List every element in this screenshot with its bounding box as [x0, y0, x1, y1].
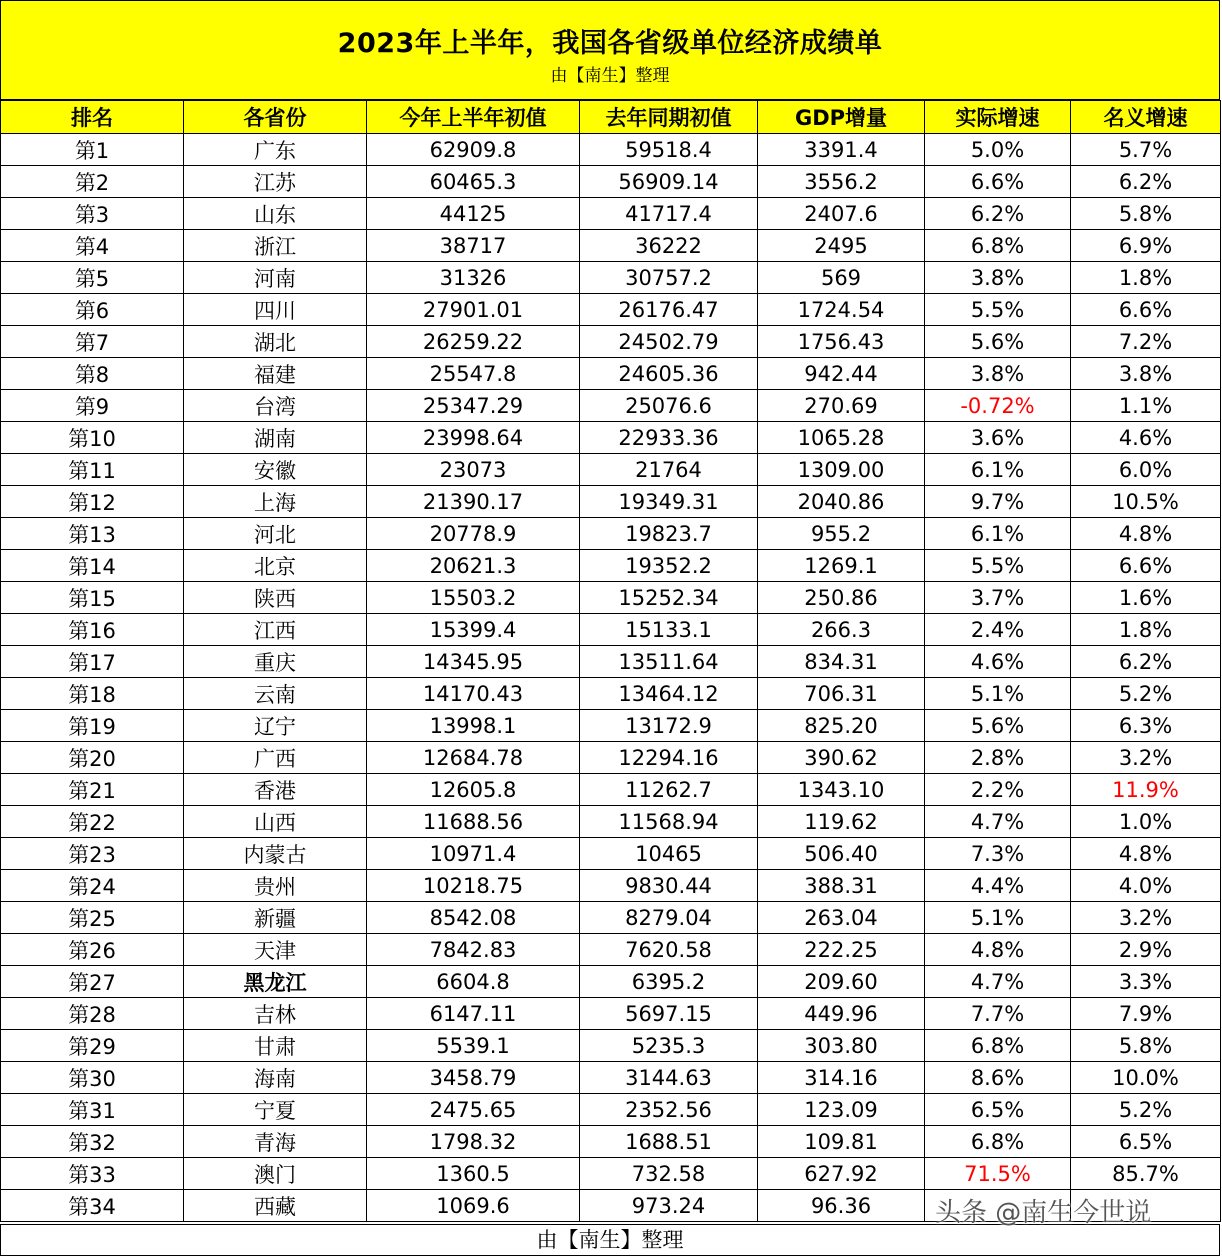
nominal-growth-cell: 11.9%	[1071, 774, 1221, 806]
table-row	[1, 742, 1221, 774]
last-year-gdp-cell: 22933.36	[580, 422, 758, 454]
province-cell: 湖南	[184, 422, 367, 454]
nominal-growth-cell: 1.1%	[1071, 390, 1221, 422]
province-cell: 陕西	[184, 582, 367, 614]
table-row	[1, 934, 1221, 966]
nominal-growth-cell: 4.8%	[1071, 838, 1221, 870]
real-growth-cell: 6.8%	[925, 230, 1071, 262]
real-growth-cell: 4.7%	[925, 806, 1071, 838]
table-row	[1, 486, 1221, 518]
gdp-increase-cell: 449.96	[758, 998, 925, 1030]
last-year-gdp-cell: 2352.56	[580, 1094, 758, 1126]
last-year-gdp-cell: 5697.15	[580, 998, 758, 1030]
nominal-growth-cell: 5.8%	[1071, 1030, 1221, 1062]
rank-cell: 第8	[1, 358, 184, 390]
real-growth-cell: 6.8%	[925, 1030, 1071, 1062]
real-growth-cell: 5.0%	[925, 134, 1071, 166]
province-cell: 新疆	[184, 902, 367, 934]
current-gdp-cell: 12684.78	[367, 742, 580, 774]
last-year-gdp-cell: 24502.79	[580, 326, 758, 358]
nominal-growth-cell: 1.8%	[1071, 262, 1221, 294]
province-cell: 河北	[184, 518, 367, 550]
province-cell: 广西	[184, 742, 367, 774]
current-gdp-cell: 10218.75	[367, 870, 580, 902]
gdp-increase-cell: 96.36	[758, 1190, 925, 1222]
nominal-growth-cell: 3.8%	[1071, 358, 1221, 390]
rank-cell: 第27	[1, 966, 184, 998]
nominal-growth-cell: 5.7%	[1071, 134, 1221, 166]
province-cell: 香港	[184, 774, 367, 806]
page-title: 2023年上半年，我国各省级单位经济成绩单	[337, 28, 883, 59]
nominal-growth-cell: 5.2%	[1071, 1094, 1221, 1126]
real-growth-cell: 3.6%	[925, 422, 1071, 454]
table-row	[1, 966, 1221, 998]
last-year-gdp-cell: 56909.14	[580, 166, 758, 198]
rank-cell: 第28	[1, 998, 184, 1030]
gdp-increase-cell: 390.62	[758, 742, 925, 774]
province-cell: 江苏	[184, 166, 367, 198]
rank-cell: 第2	[1, 166, 184, 198]
gdp-increase-cell: 3556.2	[758, 166, 925, 198]
current-gdp-cell: 2475.65	[367, 1094, 580, 1126]
table-row	[1, 518, 1221, 550]
header-row	[1, 101, 1221, 134]
current-gdp-cell: 21390.17	[367, 486, 580, 518]
gdp-increase-cell: 1756.43	[758, 326, 925, 358]
nominal-growth-cell: 4.8%	[1071, 518, 1221, 550]
column-header-province: 各省份	[184, 101, 367, 134]
gdp-increase-cell: 303.80	[758, 1030, 925, 1062]
table-row	[1, 550, 1221, 582]
last-year-gdp-cell: 13464.12	[580, 678, 758, 710]
rank-cell: 第32	[1, 1126, 184, 1158]
real-growth-cell: 4.6%	[925, 646, 1071, 678]
gdp-increase-cell: 263.04	[758, 902, 925, 934]
table-row	[1, 646, 1221, 678]
rank-cell: 第10	[1, 422, 184, 454]
last-year-gdp-cell: 19352.2	[580, 550, 758, 582]
rank-cell: 第4	[1, 230, 184, 262]
gdp-increase-cell: 569	[758, 262, 925, 294]
gdp-increase-cell: 270.69	[758, 390, 925, 422]
last-year-gdp-cell: 30757.2	[580, 262, 758, 294]
gdp-increase-cell: 2040.86	[758, 486, 925, 518]
last-year-gdp-cell: 36222	[580, 230, 758, 262]
last-year-gdp-cell: 8279.04	[580, 902, 758, 934]
real-growth-cell: 5.1%	[925, 678, 1071, 710]
rank-cell: 第30	[1, 1062, 184, 1094]
title-banner	[0, 0, 1220, 100]
nominal-growth-cell: 4.6%	[1071, 422, 1221, 454]
gdp-increase-cell: 1309.00	[758, 454, 925, 486]
rank-cell: 第7	[1, 326, 184, 358]
last-year-gdp-cell: 12294.16	[580, 742, 758, 774]
rank-cell: 第34	[1, 1190, 184, 1222]
gdp-increase-cell: 825.20	[758, 710, 925, 742]
nominal-growth-cell: 3.2%	[1071, 902, 1221, 934]
gdp-increase-cell: 109.81	[758, 1126, 925, 1158]
real-growth-cell: 4.8%	[925, 934, 1071, 966]
current-gdp-cell: 26259.22	[367, 326, 580, 358]
rank-cell: 第26	[1, 934, 184, 966]
table-row	[1, 454, 1221, 486]
current-gdp-cell: 38717	[367, 230, 580, 262]
real-growth-cell: 6.1%	[925, 454, 1071, 486]
rank-cell: 第1	[1, 134, 184, 166]
rank-cell: 第14	[1, 550, 184, 582]
gdp-increase-cell: 388.31	[758, 870, 925, 902]
last-year-gdp-cell: 41717.4	[580, 198, 758, 230]
current-gdp-cell: 1798.32	[367, 1126, 580, 1158]
nominal-growth-cell: 6.2%	[1071, 646, 1221, 678]
last-year-gdp-cell: 15252.34	[580, 582, 758, 614]
table-row	[1, 198, 1221, 230]
current-gdp-cell: 15399.4	[367, 614, 580, 646]
gdp-table	[0, 100, 1221, 1222]
nominal-growth-cell: 6.3%	[1071, 710, 1221, 742]
last-year-gdp-cell: 3144.63	[580, 1062, 758, 1094]
current-gdp-cell: 62909.8	[367, 134, 580, 166]
table-row	[1, 422, 1221, 454]
table-row	[1, 262, 1221, 294]
last-year-gdp-cell: 59518.4	[580, 134, 758, 166]
gdp-increase-cell: 250.86	[758, 582, 925, 614]
current-gdp-cell: 12605.8	[367, 774, 580, 806]
gdp-increase-cell: 1343.10	[758, 774, 925, 806]
last-year-gdp-cell: 13172.9	[580, 710, 758, 742]
rank-cell: 第25	[1, 902, 184, 934]
gdp-increase-cell: 1724.54	[758, 294, 925, 326]
current-gdp-cell: 15503.2	[367, 582, 580, 614]
rank-cell: 第5	[1, 262, 184, 294]
real-growth-cell: 4.7%	[925, 966, 1071, 998]
province-cell: 浙江	[184, 230, 367, 262]
rank-cell: 第24	[1, 870, 184, 902]
rank-cell: 第13	[1, 518, 184, 550]
province-cell: 台湾	[184, 390, 367, 422]
current-gdp-cell: 25347.29	[367, 390, 580, 422]
last-year-gdp-cell: 25076.6	[580, 390, 758, 422]
last-year-gdp-cell: 10465	[580, 838, 758, 870]
nominal-growth-cell: 5.2%	[1071, 678, 1221, 710]
province-cell: 福建	[184, 358, 367, 390]
rank-cell: 第9	[1, 390, 184, 422]
nominal-growth-cell: 4.0%	[1071, 870, 1221, 902]
nominal-growth-cell: 6.6%	[1071, 550, 1221, 582]
real-growth-cell: 6.1%	[925, 518, 1071, 550]
real-growth-cell: 7.7%	[925, 998, 1071, 1030]
real-growth-cell: 2.2%	[925, 774, 1071, 806]
table-row	[1, 294, 1221, 326]
table-row	[1, 774, 1221, 806]
current-gdp-cell: 27901.01	[367, 294, 580, 326]
last-year-gdp-cell: 19823.7	[580, 518, 758, 550]
real-growth-cell: 5.5%	[925, 550, 1071, 582]
nominal-growth-cell: 7.2%	[1071, 326, 1221, 358]
rank-cell: 第15	[1, 582, 184, 614]
last-year-gdp-cell: 13511.64	[580, 646, 758, 678]
last-year-gdp-cell: 26176.47	[580, 294, 758, 326]
real-growth-cell: 7.3%	[925, 838, 1071, 870]
last-year-gdp-cell: 6395.2	[580, 966, 758, 998]
province-cell: 黑龙江	[184, 966, 367, 998]
table-row	[1, 998, 1221, 1030]
current-gdp-cell: 7842.83	[367, 934, 580, 966]
current-gdp-cell: 23998.64	[367, 422, 580, 454]
nominal-growth-cell: 3.2%	[1071, 742, 1221, 774]
last-year-gdp-cell: 11262.7	[580, 774, 758, 806]
rank-cell: 第23	[1, 838, 184, 870]
table-row	[1, 1030, 1221, 1062]
province-cell: 天津	[184, 934, 367, 966]
province-cell: 西藏	[184, 1190, 367, 1222]
real-growth-cell: 5.5%	[925, 294, 1071, 326]
table-body	[1, 134, 1221, 1222]
table-row	[1, 1126, 1221, 1158]
rank-cell: 第11	[1, 454, 184, 486]
rank-cell: 第20	[1, 742, 184, 774]
gdp-increase-cell: 266.3	[758, 614, 925, 646]
last-year-gdp-cell: 732.58	[580, 1158, 758, 1190]
gdp-increase-cell: 2495	[758, 230, 925, 262]
nominal-growth-cell: 10.0%	[1071, 1062, 1221, 1094]
nominal-growth-cell: 10.5%	[1071, 486, 1221, 518]
table-row	[1, 902, 1221, 934]
real-growth-cell: 6.5%	[925, 1094, 1071, 1126]
province-cell: 贵州	[184, 870, 367, 902]
gdp-increase-cell: 119.62	[758, 806, 925, 838]
nominal-growth-cell: 85.7%	[1071, 1158, 1221, 1190]
table-row	[1, 806, 1221, 838]
current-gdp-cell: 20778.9	[367, 518, 580, 550]
last-year-gdp-cell: 15133.1	[580, 614, 758, 646]
rank-cell: 第21	[1, 774, 184, 806]
gdp-increase-cell: 2407.6	[758, 198, 925, 230]
nominal-growth-cell: 6.5%	[1071, 1126, 1221, 1158]
province-cell: 重庆	[184, 646, 367, 678]
column-header-rank: 排名	[1, 101, 184, 134]
gdp-increase-cell: 209.60	[758, 966, 925, 998]
nominal-growth-cell: 6.6%	[1071, 294, 1221, 326]
column-header-last-year-gdp: 去年同期初值	[580, 101, 758, 134]
current-gdp-cell: 60465.3	[367, 166, 580, 198]
table-row	[1, 166, 1221, 198]
page-subtitle: 由【南生】整理	[550, 66, 670, 86]
gdp-increase-cell: 955.2	[758, 518, 925, 550]
gdp-increase-cell: 314.16	[758, 1062, 925, 1094]
rank-cell: 第31	[1, 1094, 184, 1126]
nominal-growth-cell: 3.3%	[1071, 966, 1221, 998]
real-growth-cell: 4.4%	[925, 870, 1071, 902]
table-row	[1, 230, 1221, 262]
current-gdp-cell: 1360.5	[367, 1158, 580, 1190]
nominal-growth-cell: 1.0%	[1071, 806, 1221, 838]
column-header-nominal-growth: 名义增速	[1071, 101, 1221, 134]
footer-credit: 由【南生】整理	[0, 1224, 1220, 1256]
last-year-gdp-cell: 1688.51	[580, 1126, 758, 1158]
province-cell: 山东	[184, 198, 367, 230]
gdp-increase-cell: 506.40	[758, 838, 925, 870]
current-gdp-cell: 14170.43	[367, 678, 580, 710]
last-year-gdp-cell: 9830.44	[580, 870, 758, 902]
current-gdp-cell: 13998.1	[367, 710, 580, 742]
table-row	[1, 582, 1221, 614]
real-growth-cell: 5.6%	[925, 326, 1071, 358]
province-cell: 辽宁	[184, 710, 367, 742]
nominal-growth-cell: 5.8%	[1071, 198, 1221, 230]
last-year-gdp-cell: 24605.36	[580, 358, 758, 390]
real-growth-cell: 3.8%	[925, 358, 1071, 390]
province-cell: 广东	[184, 134, 367, 166]
current-gdp-cell: 20621.3	[367, 550, 580, 582]
rank-cell: 第33	[1, 1158, 184, 1190]
gdp-increase-cell: 706.31	[758, 678, 925, 710]
nominal-growth-cell: 6.2%	[1071, 166, 1221, 198]
rank-cell: 第17	[1, 646, 184, 678]
real-growth-cell: 3.8%	[925, 262, 1071, 294]
gdp-increase-cell: 123.09	[758, 1094, 925, 1126]
rank-cell: 第3	[1, 198, 184, 230]
gdp-increase-cell: 834.31	[758, 646, 925, 678]
table-row	[1, 614, 1221, 646]
province-cell: 湖北	[184, 326, 367, 358]
current-gdp-cell: 6604.8	[367, 966, 580, 998]
watermark: 头条 @南生今世说	[935, 1198, 1152, 1228]
last-year-gdp-cell: 21764	[580, 454, 758, 486]
current-gdp-cell: 31326	[367, 262, 580, 294]
province-cell: 山西	[184, 806, 367, 838]
table-row	[1, 326, 1221, 358]
table-row	[1, 710, 1221, 742]
current-gdp-cell: 10971.4	[367, 838, 580, 870]
rank-cell: 第6	[1, 294, 184, 326]
rank-cell: 第29	[1, 1030, 184, 1062]
column-header-real-growth: 实际增速	[925, 101, 1071, 134]
province-cell: 宁夏	[184, 1094, 367, 1126]
current-gdp-cell: 5539.1	[367, 1030, 580, 1062]
last-year-gdp-cell: 19349.31	[580, 486, 758, 518]
current-gdp-cell: 3458.79	[367, 1062, 580, 1094]
province-cell: 内蒙古	[184, 838, 367, 870]
real-growth-cell: 5.1%	[925, 902, 1071, 934]
province-cell: 澳门	[184, 1158, 367, 1190]
real-growth-cell: 5.6%	[925, 710, 1071, 742]
rank-cell: 第16	[1, 614, 184, 646]
real-growth-cell: 71.5%	[925, 1158, 1071, 1190]
gdp-increase-cell: 222.25	[758, 934, 925, 966]
province-cell: 四川	[184, 294, 367, 326]
current-gdp-cell: 14345.95	[367, 646, 580, 678]
last-year-gdp-cell: 973.24	[580, 1190, 758, 1222]
real-growth-cell: -0.72%	[925, 390, 1071, 422]
current-gdp-cell: 23073	[367, 454, 580, 486]
current-gdp-cell: 8542.08	[367, 902, 580, 934]
table-row	[1, 390, 1221, 422]
province-cell: 甘肃	[184, 1030, 367, 1062]
rank-cell: 第18	[1, 678, 184, 710]
real-growth-cell: 6.8%	[925, 1126, 1071, 1158]
nominal-growth-cell: 6.0%	[1071, 454, 1221, 486]
nominal-growth-cell: 7.9%	[1071, 998, 1221, 1030]
column-header-gdp-increase: GDP增量	[758, 101, 925, 134]
table-row	[1, 1062, 1221, 1094]
current-gdp-cell: 11688.56	[367, 806, 580, 838]
province-cell: 江西	[184, 614, 367, 646]
rank-cell: 第12	[1, 486, 184, 518]
real-growth-cell: 2.4%	[925, 614, 1071, 646]
gdp-increase-cell: 627.92	[758, 1158, 925, 1190]
real-growth-cell: 9.7%	[925, 486, 1071, 518]
province-cell: 安徽	[184, 454, 367, 486]
rank-cell: 第22	[1, 806, 184, 838]
table-row	[1, 1094, 1221, 1126]
province-cell: 北京	[184, 550, 367, 582]
current-gdp-cell: 25547.8	[367, 358, 580, 390]
last-year-gdp-cell: 5235.3	[580, 1030, 758, 1062]
table-row	[1, 678, 1221, 710]
table-row	[1, 838, 1221, 870]
real-growth-cell: 2.8%	[925, 742, 1071, 774]
province-cell: 上海	[184, 486, 367, 518]
nominal-growth-cell: 1.6%	[1071, 582, 1221, 614]
gdp-increase-cell: 1269.1	[758, 550, 925, 582]
current-gdp-cell: 6147.11	[367, 998, 580, 1030]
province-cell: 云南	[184, 678, 367, 710]
real-growth-cell: 6.6%	[925, 166, 1071, 198]
table-row	[1, 134, 1221, 166]
gdp-increase-cell: 3391.4	[758, 134, 925, 166]
nominal-growth-cell: 2.9%	[1071, 934, 1221, 966]
gdp-increase-cell: 1065.28	[758, 422, 925, 454]
real-growth-cell: 8.6%	[925, 1062, 1071, 1094]
nominal-growth-cell: 6.9%	[1071, 230, 1221, 262]
current-gdp-cell: 1069.6	[367, 1190, 580, 1222]
gdp-increase-cell: 942.44	[758, 358, 925, 390]
province-cell: 海南	[184, 1062, 367, 1094]
last-year-gdp-cell: 7620.58	[580, 934, 758, 966]
column-header-current-gdp: 今年上半年初值	[367, 101, 580, 134]
table-row	[1, 870, 1221, 902]
province-cell: 河南	[184, 262, 367, 294]
rank-cell: 第19	[1, 710, 184, 742]
nominal-growth-cell: 1.8%	[1071, 614, 1221, 646]
current-gdp-cell: 44125	[367, 198, 580, 230]
table-row	[1, 358, 1221, 390]
real-growth-cell: 3.7%	[925, 582, 1071, 614]
real-growth-cell: 6.2%	[925, 198, 1071, 230]
table-row	[1, 1158, 1221, 1190]
province-cell: 青海	[184, 1126, 367, 1158]
last-year-gdp-cell: 11568.94	[580, 806, 758, 838]
province-cell: 吉林	[184, 998, 367, 1030]
